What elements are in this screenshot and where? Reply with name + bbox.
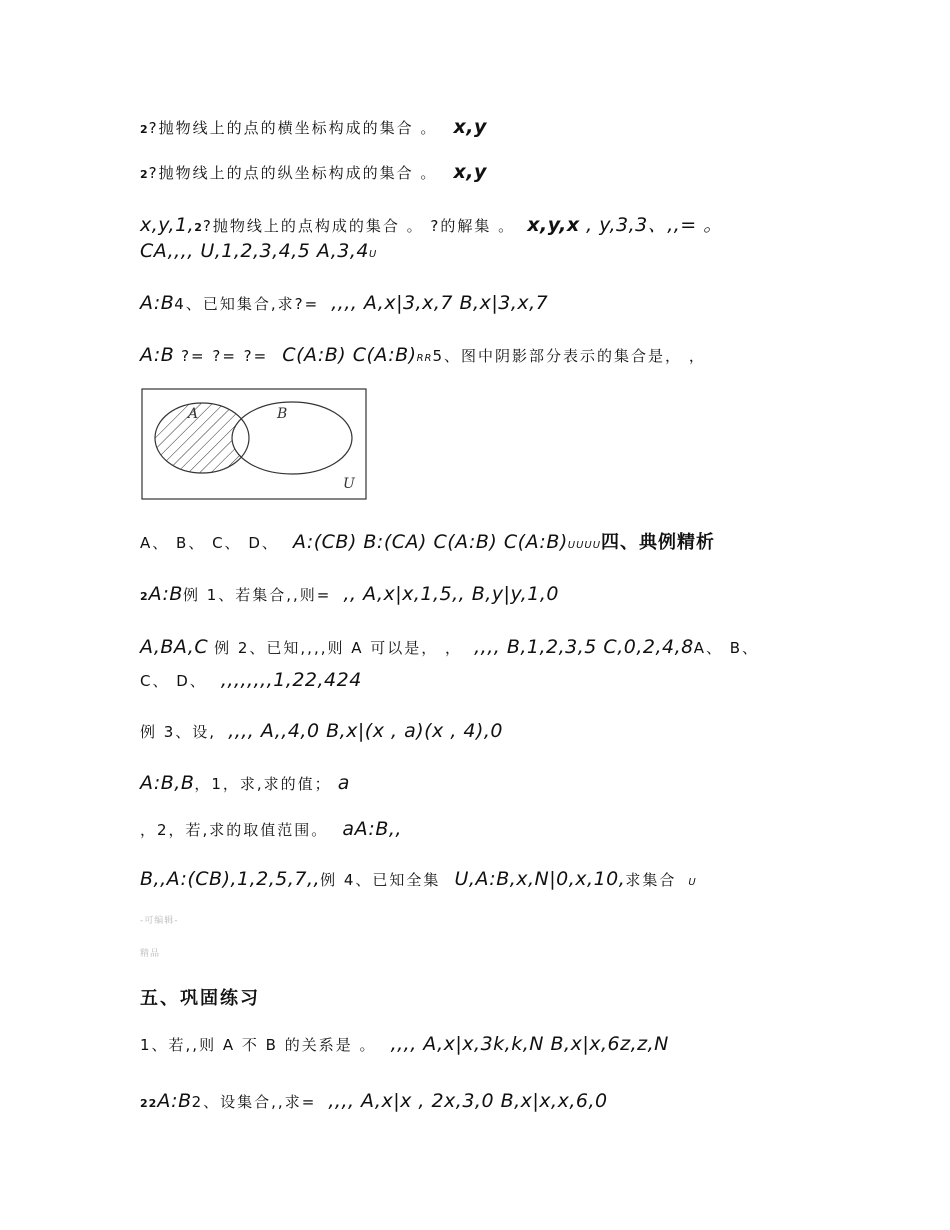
label-b: B — [277, 406, 288, 422]
math: , y,3,3、,,= 。 — [579, 214, 723, 236]
text: 例 2、已知,,,,则 A 可以是， ， — [214, 639, 463, 657]
label-u: U — [343, 476, 355, 492]
section-heading: 四、典例精析 — [601, 532, 716, 553]
math: ,,,, A,x|3,x,7 B,x|3,x,7 — [331, 292, 549, 314]
math: A:B — [140, 292, 175, 314]
math: A,BA,C — [140, 636, 209, 658]
line-14 — [140, 868, 697, 890]
text: 例 3、设, — [140, 723, 217, 741]
line-6 — [140, 344, 706, 366]
math: A:B,B — [140, 772, 195, 794]
line-9 — [140, 636, 759, 658]
text: 2、设集合,,求= — [191, 1093, 317, 1111]
line-16 — [140, 1090, 608, 1112]
line-8 — [140, 583, 559, 605]
line-10 — [140, 669, 362, 691]
venn-diagram — [140, 385, 370, 503]
math: x,y — [453, 116, 487, 138]
footer-quality: 精品 — [140, 949, 161, 959]
math: B,,A:(CB),1,2,5,7,, — [140, 868, 321, 890]
math: x,y,x — [527, 214, 580, 236]
text: ?抛物线上的点构成的集合 。 ?的解集 。 — [202, 217, 516, 235]
text: ?= ?= ?= — [174, 347, 269, 365]
line-1 — [140, 116, 487, 138]
subscript: UUUU — [567, 540, 602, 551]
subscript: U — [688, 877, 697, 888]
text: ?抛物线上的点的横坐标构成的集合 。 — [148, 119, 438, 137]
text: 1、若,,则 A 不 B 的关系是 。 — [140, 1036, 377, 1054]
text: A、 B、 C、 D、 — [140, 534, 279, 552]
section-heading-5: 五、巩固练习 — [140, 988, 260, 1009]
text: 例 1、若集合,,则= — [182, 586, 332, 604]
superscript: 2 — [140, 168, 149, 181]
text: 求集合 — [625, 871, 677, 889]
math: a — [337, 772, 350, 794]
line-4 — [140, 240, 377, 262]
math: A:B — [140, 344, 175, 366]
math: A:B — [157, 1090, 192, 1112]
math: x,y,1, — [140, 214, 195, 236]
subscript: U — [369, 249, 378, 260]
subscript: RR — [416, 353, 433, 364]
text: A、 B、 — [693, 639, 760, 657]
math: aA:B,, — [342, 818, 402, 840]
text: C、 D、 — [140, 672, 207, 690]
math: C(A:B) C(A:B) — [282, 344, 417, 366]
line-15 — [140, 1033, 669, 1055]
math: ,,,, A,,4,0 B,x|(x , a)(x , 4),0 — [228, 720, 504, 742]
math: U,A:B,x,N|0,x,10, — [454, 868, 626, 890]
text: 4、已知集合,求?= — [174, 295, 320, 313]
superscript: 22 — [140, 1097, 158, 1110]
line-2 — [140, 161, 487, 183]
set-b-ellipse — [232, 402, 352, 474]
line-12 — [140, 772, 350, 794]
math: A:B — [148, 583, 183, 605]
line-7 — [140, 528, 715, 554]
text: ，2，若,求的取值范围。 — [140, 821, 329, 839]
math: x,y — [453, 161, 487, 183]
line-3 — [140, 210, 723, 237]
text: 例 4、已知全集 — [320, 871, 441, 889]
line-13 — [140, 818, 402, 840]
label-a: A — [188, 406, 199, 422]
text: ，1，求,求的值； — [194, 775, 332, 793]
math: ,, A,x|x,1,5,, B,y|y,1,0 — [343, 583, 559, 605]
text: 5、图中阴影部分表示的集合是， ， — [432, 347, 706, 365]
math: CA,,,, U,1,2,3,4,5 A,3,4 — [140, 240, 370, 262]
line-5 — [140, 292, 548, 314]
line-11 — [140, 720, 503, 742]
footer-editable: -可编辑- — [140, 916, 179, 926]
math: ,,,,,,,,1,22,424 — [220, 669, 362, 691]
superscript: 2 — [140, 590, 149, 603]
math: ,,,, A,x|x,3k,k,N B,x|x,6z,z,N — [390, 1033, 669, 1055]
shaded-region — [140, 385, 370, 503]
math: ,,,, A,x|x , 2x,3,0 B,x|x,x,6,0 — [328, 1090, 608, 1112]
text: ?抛物线上的点的纵坐标构成的集合 。 — [148, 164, 438, 182]
superscript: 2 — [140, 123, 149, 136]
math: A:(CB) B:(CA) C(A:B) C(A:B) — [292, 531, 568, 553]
math: ,,,, B,1,2,3,5 C,0,2,4,8 — [474, 636, 694, 658]
superscript: 2 — [194, 221, 203, 234]
